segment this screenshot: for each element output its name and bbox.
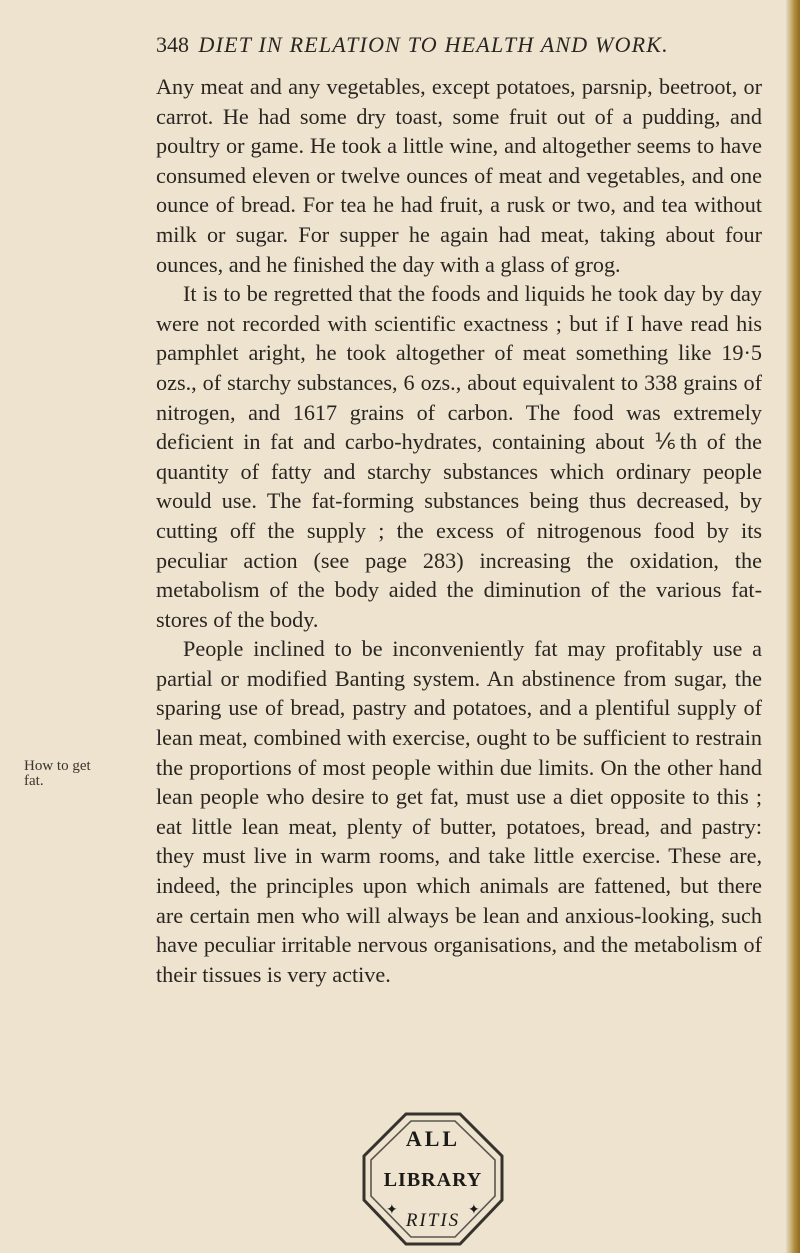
body-text — [156, 72, 762, 989]
stamp-ornament-left: ✦ — [386, 1202, 398, 1218]
running-header — [156, 30, 776, 60]
page-number: 348 — [156, 32, 189, 57]
gilt-page-edge — [786, 0, 800, 1253]
stamp-ornament-right: ✦ — [468, 1202, 480, 1218]
library-stamp-graphic — [356, 1104, 510, 1252]
stamp-bottom-text: RITIS — [405, 1210, 461, 1231]
paragraph-1: Any meat and any vegetables, except potatoes, parsnip, beetroot, or carrot. He had some dry toast, some fruit out of a pudding, and poultry or game. He took a little wine, and altogether seems to have consumed eleven or twelve ounces of meat and vegetables, and one ounce of bread. For tea he had fruit, a rusk or two, and tea without milk or sugar. For supper he again had meat, taking about four ounces, and he finished the day with a glass of grog. — [156, 74, 762, 277]
running-title: DIET IN RELATION TO HEALTH AND WORK. — [198, 32, 669, 57]
stamp-middle-text: LIBRARY — [383, 1169, 483, 1191]
stamp-top-text: ALL — [405, 1126, 461, 1151]
paragraph-3: People inclined to be inconveniently fat may profitably use a partial or modified Banting system. An abstinence from sugar, the sparing use of bread, pastry and potatoes, and a plentiful supply of lean meat, combined with exercise, ought to be sufficient to restrain the proportions of most people within due limits. On the other hand lean people who desire to get fat, must use a diet opposite to this ; eat little lean meat, plenty of butter, potatoes, bread, and pastry: they must live in warm rooms, and take little exercise. These are, indeed, the principles upon which animals are fattened, but there are certain men who will always be lean and anxious-looking, such have peculiar irritable nervous organisations, and the metabolism of their tissues is very active. — [156, 636, 762, 987]
library-stamp — [356, 1104, 510, 1252]
margin-note: How to get fat. — [24, 758, 91, 789]
paragraph-2: It is to be regretted that the foods and liquids he took day by day were not recorded with scientific exactness ; but if I have read his pamphlet aright, he took altogether of meat something like 19·5 ozs., of starchy substances, 6 ozs., about equivalent to 338 grains of nitrogen, and 1617 grains of carbon. The food was extremely deficient in fat and carbo-hydrates, containing about ⅙th of the quantity of fatty and starchy substances which ordinary people would use. The fat-forming substances being thus decreased, by cutting off the supply ; the excess of nitrogenous food by its peculiar action (see page 283) increasing the oxidation, the metabolism of the body aided the diminution of the various fat-stores of the body. — [156, 281, 762, 632]
